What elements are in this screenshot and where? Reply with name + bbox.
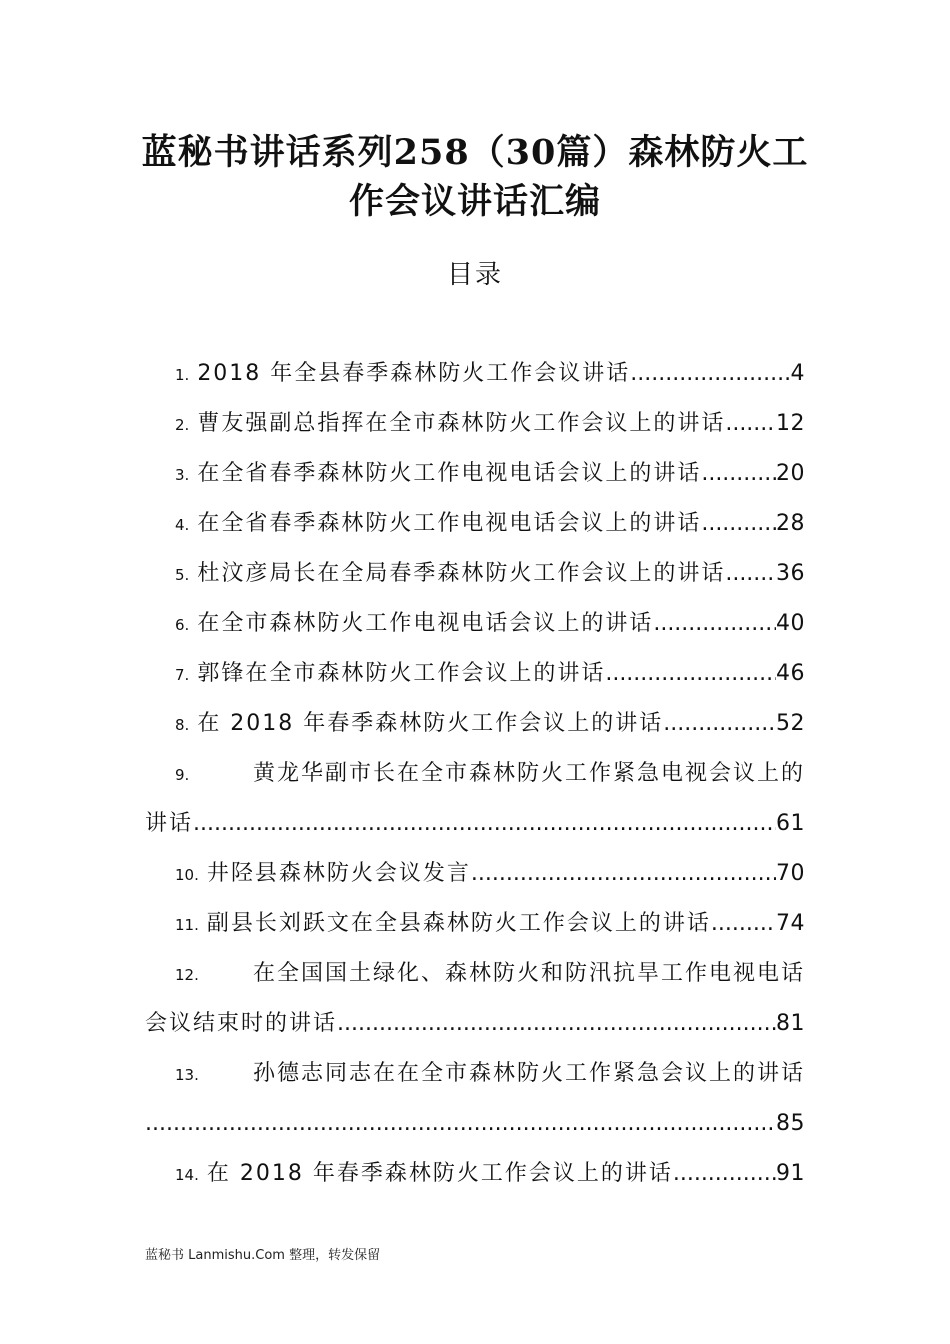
toc-entry[interactable]	[145, 1149, 805, 1199]
toc-leader	[701, 449, 776, 499]
toc-entry[interactable]	[145, 1049, 805, 1149]
toc-text: 在全省春季森林防火工作电视电话会议上的讲话	[197, 461, 702, 486]
toc-entry[interactable]	[145, 849, 805, 899]
title-line-1: 蓝秘书讲话系列258（30篇）森林防火工	[141, 132, 809, 173]
toc-text: 黄龙华副市长在全市森林防火工作紧急电视会议上的	[252, 761, 805, 786]
toc-text: 在全市森林防火工作电视电话会议上的讲话	[197, 611, 654, 636]
toc-number: 8.	[175, 716, 190, 734]
toc-number: 6.	[175, 616, 190, 634]
toc-page: 28	[776, 511, 805, 536]
toc-entry[interactable]	[145, 949, 805, 1049]
toc-text-continued: 讲话	[145, 811, 194, 836]
toc-page: 40	[776, 611, 805, 636]
toc-text-continued: 会议结束时的讲话	[145, 1011, 338, 1036]
toc-leader	[605, 649, 776, 699]
toc-leader	[337, 999, 776, 1049]
toc-entry[interactable]	[145, 699, 805, 749]
toc-number: 10.	[175, 866, 199, 884]
toc-entry[interactable]	[145, 449, 805, 499]
toc-text: 杜汶彦局长在全局春季森林防火工作会议上的讲话	[197, 561, 726, 586]
toc-page: 74	[776, 911, 805, 936]
toc-entry[interactable]	[145, 899, 805, 949]
toc-page: 61	[776, 811, 805, 836]
toc-page: 46	[776, 661, 805, 686]
toc-leader	[673, 1149, 776, 1199]
toc-text: 在 2018 年春季森林防火工作会议上的讲话	[197, 711, 664, 736]
toc-entry[interactable]	[145, 499, 805, 549]
toc-leader	[653, 599, 776, 649]
toc-text: 郭锋在全市森林防火工作会议上的讲话	[197, 661, 606, 686]
toc-page: 85	[776, 1111, 805, 1136]
toc-entry[interactable]	[145, 649, 805, 699]
toc-leader	[145, 1099, 776, 1149]
toc-leader	[725, 399, 776, 449]
toc-number: 7.	[175, 666, 190, 684]
toc-entry[interactable]	[145, 599, 805, 649]
toc-page: 20	[776, 461, 805, 486]
toc-text: 在 2018 年春季森林防火工作会议上的讲话	[206, 1161, 673, 1186]
toc-leader	[471, 849, 776, 899]
toc-number: 4.	[175, 516, 190, 534]
toc-page: 12	[776, 411, 805, 436]
toc-number: 12.	[175, 966, 199, 984]
toc-leader	[193, 799, 776, 849]
toc-leader	[725, 549, 776, 599]
toc-leader	[630, 349, 790, 399]
toc-page: 91	[776, 1161, 805, 1186]
toc-number: 3.	[175, 466, 190, 484]
toc-page: 36	[776, 561, 805, 586]
toc-text: 井陉县森林防火会议发言	[206, 861, 471, 886]
toc-heading: 目录	[446, 260, 503, 290]
document-title	[0, 128, 950, 226]
title-line-2: 作会议讲话汇编	[348, 181, 601, 222]
toc-entry[interactable]	[145, 549, 805, 599]
toc-page: 70	[776, 861, 805, 886]
toc-text: 孙德志同志在在全市森林防火工作紧急会议上的讲话	[252, 1061, 805, 1086]
toc-entry[interactable]	[145, 349, 805, 399]
toc-page: 52	[776, 711, 805, 736]
toc-text: 副县长刘跃文在全县森林防火工作会议上的讲话	[206, 911, 711, 936]
toc-text: 曹友强副总指挥在全市森林防火工作会议上的讲话	[197, 411, 726, 436]
toc-number: 1.	[175, 366, 190, 384]
toc-page: 81	[776, 1011, 805, 1036]
toc-entry[interactable]	[145, 399, 805, 449]
toc-page: 4	[790, 361, 805, 386]
footer-note: 蓝秘书 Lanmishu.Com 整理，转发保留	[145, 1248, 381, 1263]
toc-number: 9.	[175, 766, 190, 784]
toc-number: 13.	[175, 1066, 199, 1084]
toc-text: 2018 年全县春季森林防火工作会议讲话	[197, 361, 631, 386]
toc-number: 2.	[175, 416, 190, 434]
toc-number: 14.	[175, 1166, 199, 1184]
toc-number: 5.	[175, 566, 190, 584]
toc-leader	[663, 699, 776, 749]
toc-text: 在全国国土绿化、森林防火和防汛抗旱工作电视电话	[252, 961, 805, 986]
toc-leader	[711, 899, 776, 949]
toc-entry[interactable]	[145, 749, 805, 849]
toc-number: 11.	[175, 916, 199, 934]
table-of-contents	[145, 349, 805, 1199]
toc-leader	[701, 499, 776, 549]
toc-text: 在全省春季森林防火工作电视电话会议上的讲话	[197, 511, 702, 536]
